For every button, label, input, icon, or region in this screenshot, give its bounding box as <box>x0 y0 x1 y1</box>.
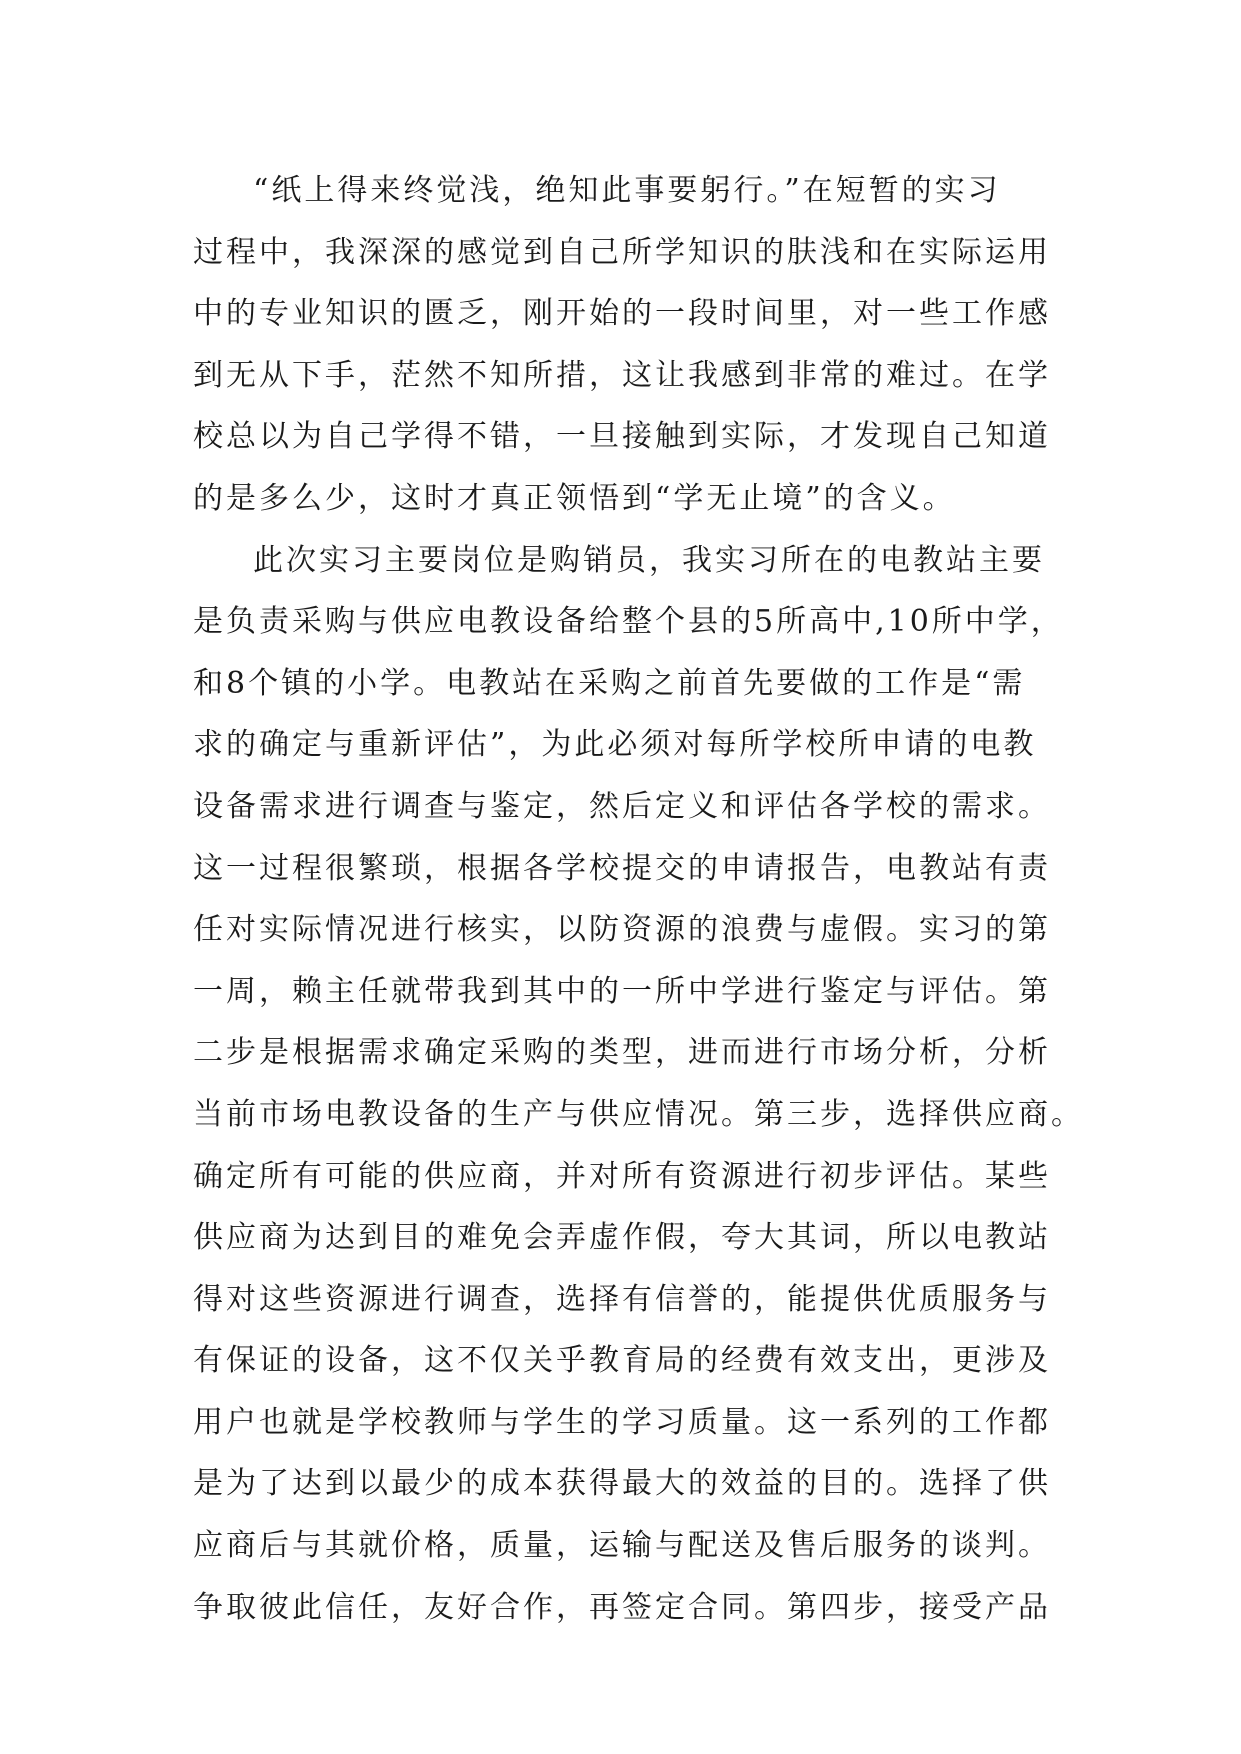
paragraph-2-line: 有保证的设备，这不仅关乎教育局的经费有效支出，更涉及 <box>193 1343 1051 1379</box>
paragraph-2-line: 供应商为达到目的难免会弄虚作假，夸大其词，所以电教站 <box>193 1220 1051 1256</box>
paragraph-2-line: 用户也就是学校教师与学生的学习质量。这一系列的工作都 <box>193 1404 1051 1440</box>
paragraph-2-line: 应商后与其就价格，质量，运输与配送及售后服务的谈判。 <box>193 1528 1051 1564</box>
paragraph-1-line: 校总以为自己学得不错，一旦接触到实际，才发现自己知道 <box>193 419 1051 455</box>
paragraph-2-line: 此次实习主要岗位是购销员，我实习所在的电教站主要 <box>253 542 1045 578</box>
paragraph-2-line: 任对实际情况进行核实，以防资源的浪费与虚假。实习的第 <box>193 912 1051 948</box>
paragraph-1-line: 到无从下手，茫然不知所措，这让我感到非常的难过。在学 <box>193 357 1051 393</box>
paragraph-1-line: “纸上得来终觉浅，绝知此事要躬行。”在短暂的实习 <box>253 173 1001 208</box>
paragraph-2-line: 当前市场电教设备的生产与供应情况。第三步，选择供应商。 <box>193 1096 1084 1132</box>
paragraph-2-line: 是负责采购与供应电教设备给整个县的5所高中,10所中学， <box>193 604 1064 640</box>
paragraph-2-line: 这一过程很繁琐，根据各学校提交的申请报告，电教站有责 <box>193 850 1051 886</box>
paragraph-2-line: 是为了达到以最少的成本获得最大的效益的目的。选择了供 <box>193 1466 1051 1502</box>
paragraph-2-line: 求的确定与重新评估”，为此必须对每所学校所申请的电教 <box>193 727 1037 763</box>
paragraph-2-line: 设备需求进行调查与鉴定，然后定义和评估各学校的需求。 <box>193 788 1051 824</box>
paragraph-1-line: 过程中，我深深的感觉到自己所学知识的肤浅和在实际运用 <box>193 234 1051 270</box>
paragraph-2-line: 得对这些资源进行调查，选择有信誉的，能提供优质服务与 <box>193 1281 1051 1317</box>
paragraph-2-line: 争取彼此信任，友好合作，再签定合同。第四步，接受产品 <box>193 1589 1051 1625</box>
paragraph-2-line: 确定所有可能的供应商，并对所有资源进行初步评估。某些 <box>193 1158 1051 1194</box>
paragraph-2-line: 和8个镇的小学。电教站在采购之前首先要做的工作是“需 <box>193 665 1026 701</box>
paragraph-1-line: 中的专业知识的匮乏，刚开始的一段时间里，对一些工作感 <box>193 296 1051 332</box>
body-text <box>193 160 1084 1638</box>
paragraph-2-line: 一周，赖主任就带我到其中的一所中学进行鉴定与评估。第 <box>193 973 1051 1009</box>
paragraph-2-line: 二步是根据需求确定采购的类型，进而进行市场分析，分析 <box>193 1035 1051 1071</box>
paragraph-1-line: 的是多么少，这时才真正领悟到“学无止境”的含义。 <box>193 480 956 516</box>
